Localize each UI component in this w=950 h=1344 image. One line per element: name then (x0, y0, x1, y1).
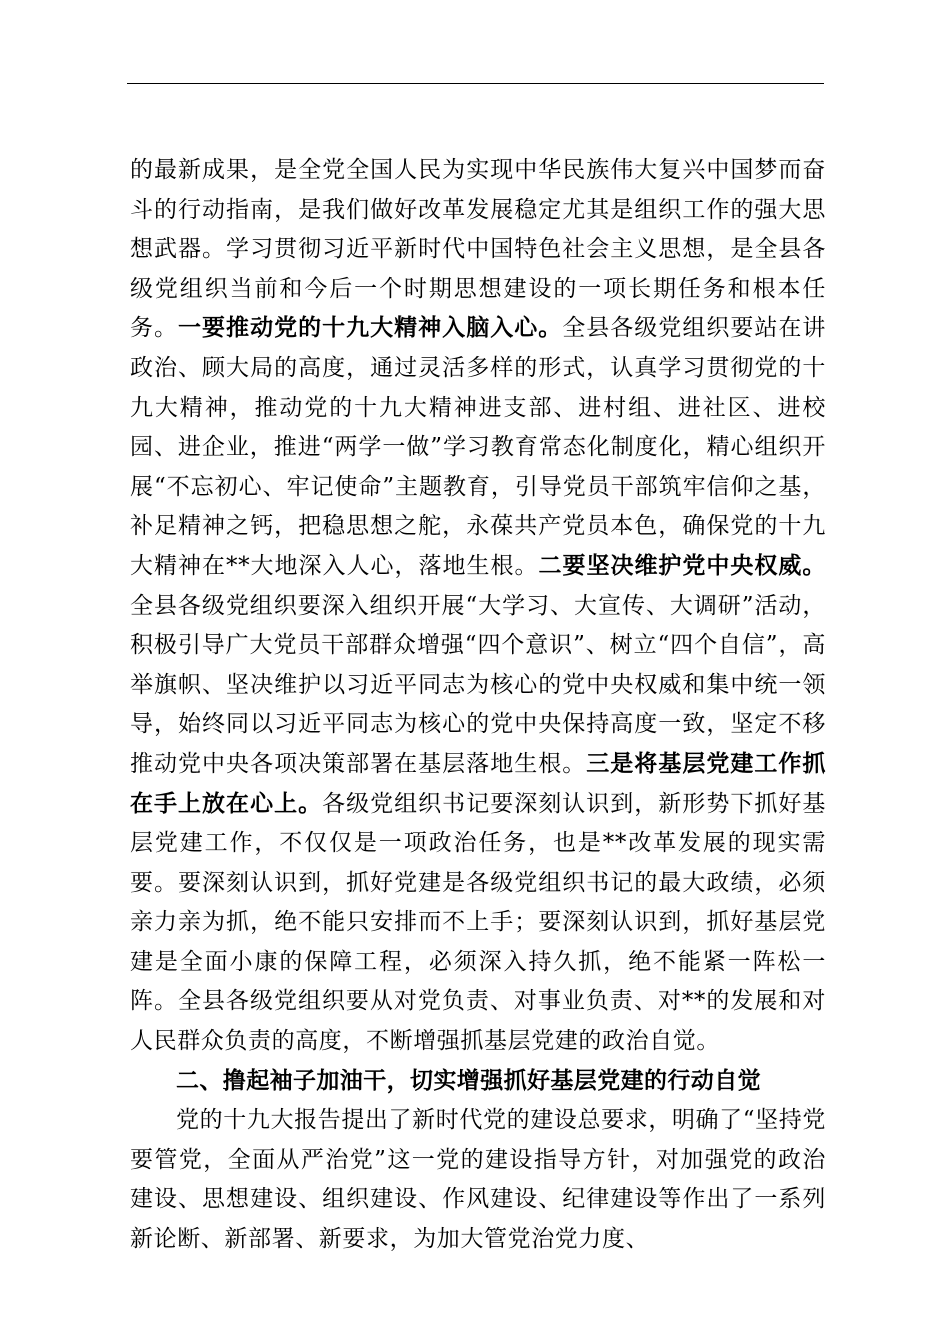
section-heading: 二、撸起袖子加油干，切实增强抓好基层党建的行动自觉 (176, 1067, 761, 1094)
paragraph-text: 全县各级党组织要深入组织开展“大学习、大宣传、大调研”活动，积极引导广大党员干部群众增强“四个意识”、树立“四个自信”，高举旗帜、坚决维护以习近平同志为核心的党中央权威和集中统一领导，始终同以习近平同志为核心的党中央保持高度一致，坚定不移推动党中央各项决策部署在基层落地生根。 (130, 592, 826, 777)
paragraph-text: 各级党组织书记要深刻认识到，新形势下抓好基层党建工作，不仅仅是一项政治任务，也是**改革发展的现实需要。要深刻认识到，抓好党建是各级党组织书记的最大政绩，必须亲力亲为抓，绝不能只安排而不上手；要深刻认识到，抓好基层党建是全面小康的保障工程，必须深入持久抓，绝不能紧一阵松一阵。全县各级党组织要从对党负责、对事业负责、对**的发展和对人民群众负责的高度，不断增强抓基层党建的政治自觉。 (130, 790, 826, 1055)
bold-point-two: 二要坚决维护党中央权威。 (538, 552, 826, 579)
paragraph-text: 的最新成果，是全党全国人民为实现中华民族伟大复兴中国梦而奋斗的行动指南，是我们做好改革发展稳定尤其是组织工作的强大思想武器。学习贯彻习近平新时代中国特色社会主义思想，是全县各级党组织当前和今后一个时期思想建设的一项长期任务和根本任务。 (130, 157, 826, 342)
paragraph: 党的十九大报告提出了新时代党的建设总要求，明确了“坚持党要管党，全面从严治党”这一党的建设指导方针，对加强党的政治建设、思想建设、组织建设、作风建设、纪律建设等作出了一系列新论断、新部署、新要求，为加大管党治党力度、 (130, 1107, 826, 1253)
paragraph-text: 全县各级党组织要站在讲政治、顾大局的高度，通过灵活多样的形式，认真学习贯彻党的十九大精神，推动党的十九大精神进支部、进村组、进社区、进校园、进企业，推进“两学一做”学习教育常态化制度化，精心组织开展“不忘初心、牢记使命”主题教育，引导党员干部筑牢信仰之基，补足精神之钙，把稳思想之舵，永葆共产党员本色，确保党的十九大精神在**大地深入人心，落地生根。 (130, 315, 826, 579)
header-rule (127, 83, 824, 84)
bold-point-three: 三是将基层党建工作抓在手上放在心上。 (130, 750, 827, 817)
bold-point-one: 一要推动党的十九大精神入脑入心。 (178, 315, 563, 342)
document-body (130, 151, 826, 1260)
paragraph-continuation (130, 151, 826, 1062)
